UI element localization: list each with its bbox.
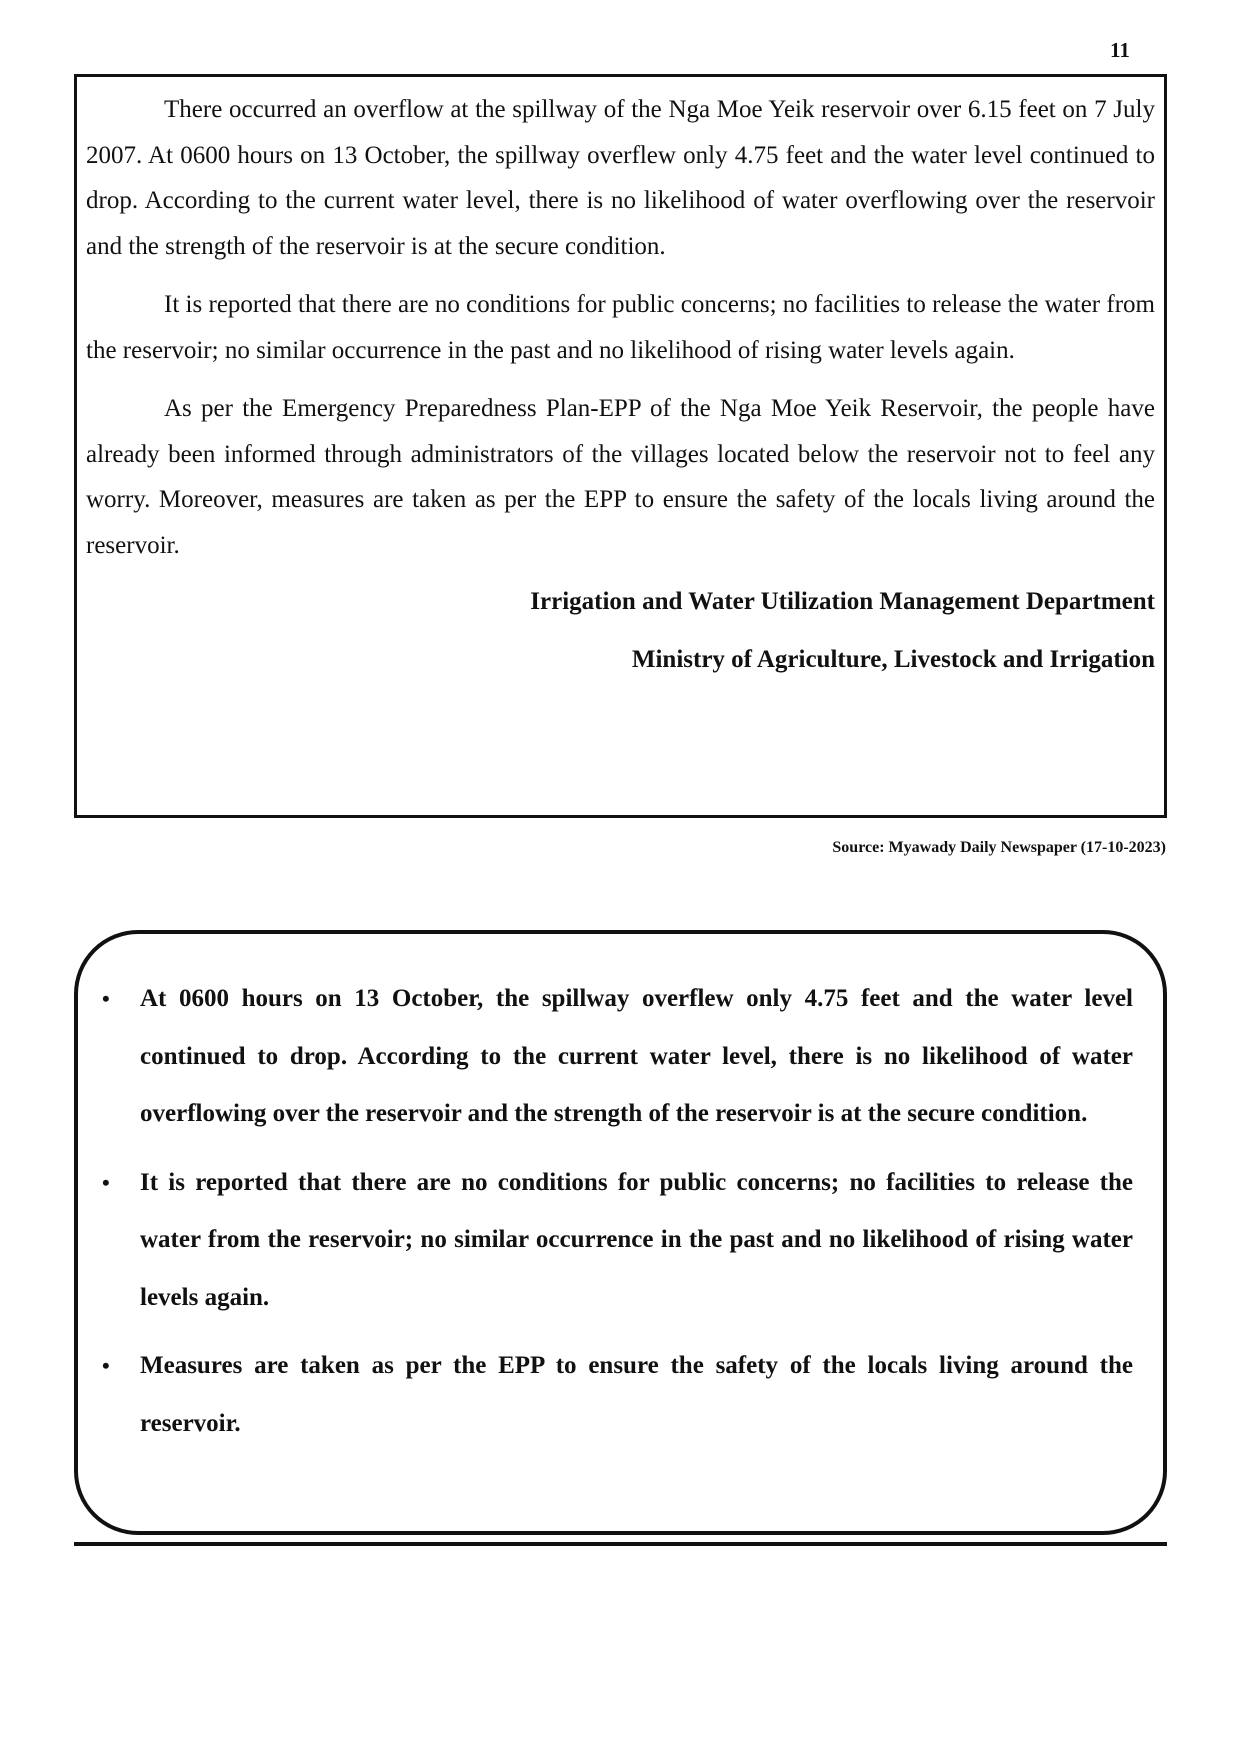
summary-item-text: It is reported that there are no conditions for public concerns; no facilities to release the water from the reservoir; no similar occurrence in the past and no likelihood of rising water levels again. (140, 1168, 1133, 1311)
summary-list (102, 970, 1133, 1463)
article-paragraph: There occurred an overflow at the spillway of the Nga Moe Yeik reservoir over 6.15 feet on 7 July 2007. At 0600 hours on 13 October, the spillway overflew only 4.75 feet and the water level continued to drop. According to the current water level, there is no likelihood of water overflowing over the reservoir and the strength of the reservoir is at the secure condition. (86, 96, 1155, 260)
signature-ministry: Ministry of Agriculture, Livestock and Irrigation (631, 646, 1155, 673)
summary-item (102, 970, 1133, 1143)
bullet-icon: • (102, 1353, 110, 1378)
article-paragraph: As per the Emergency Preparedness Plan-EPP of the Nga Moe Yeik Reservoir, the people have already been informed through administrators of the villages located below the reservoir not to feel any worry. Moreover, measures are taken as per the EPP to ensure the safety of the locals living around the reservoir. (86, 395, 1155, 559)
signature-department: Irrigation and Water Utilization Management Department (530, 588, 1155, 615)
bullet-icon: • (102, 986, 110, 1011)
summary-item (102, 1337, 1133, 1452)
summary-item-text: At 0600 hours on 13 October, the spillway overflew only 4.75 feet and the water level continued to drop. According to the current water level, there is no likelihood of water overflowing over the reservoir and the strength of the reservoir is at the secure condition. (140, 985, 1133, 1127)
bullet-icon: • (102, 1169, 110, 1195)
source-citation: Source: Myawady Daily Newspaper (17-10-2023) (832, 839, 1166, 856)
article-box (74, 74, 1167, 818)
summary-item-text: Measures are taken as per the EPP to ensure the safety of the locals living around the reservoir. (140, 1352, 1133, 1437)
page-number: 11 (1110, 38, 1130, 62)
article-paragraph: It is reported that there are no conditions for public concerns; no facilities to release the water from the reservoir; no similar occurrence in the past and no likelihood of rising water levels again. (86, 291, 1155, 364)
bottom-rule (74, 1542, 1167, 1546)
summary-item (102, 1154, 1133, 1327)
